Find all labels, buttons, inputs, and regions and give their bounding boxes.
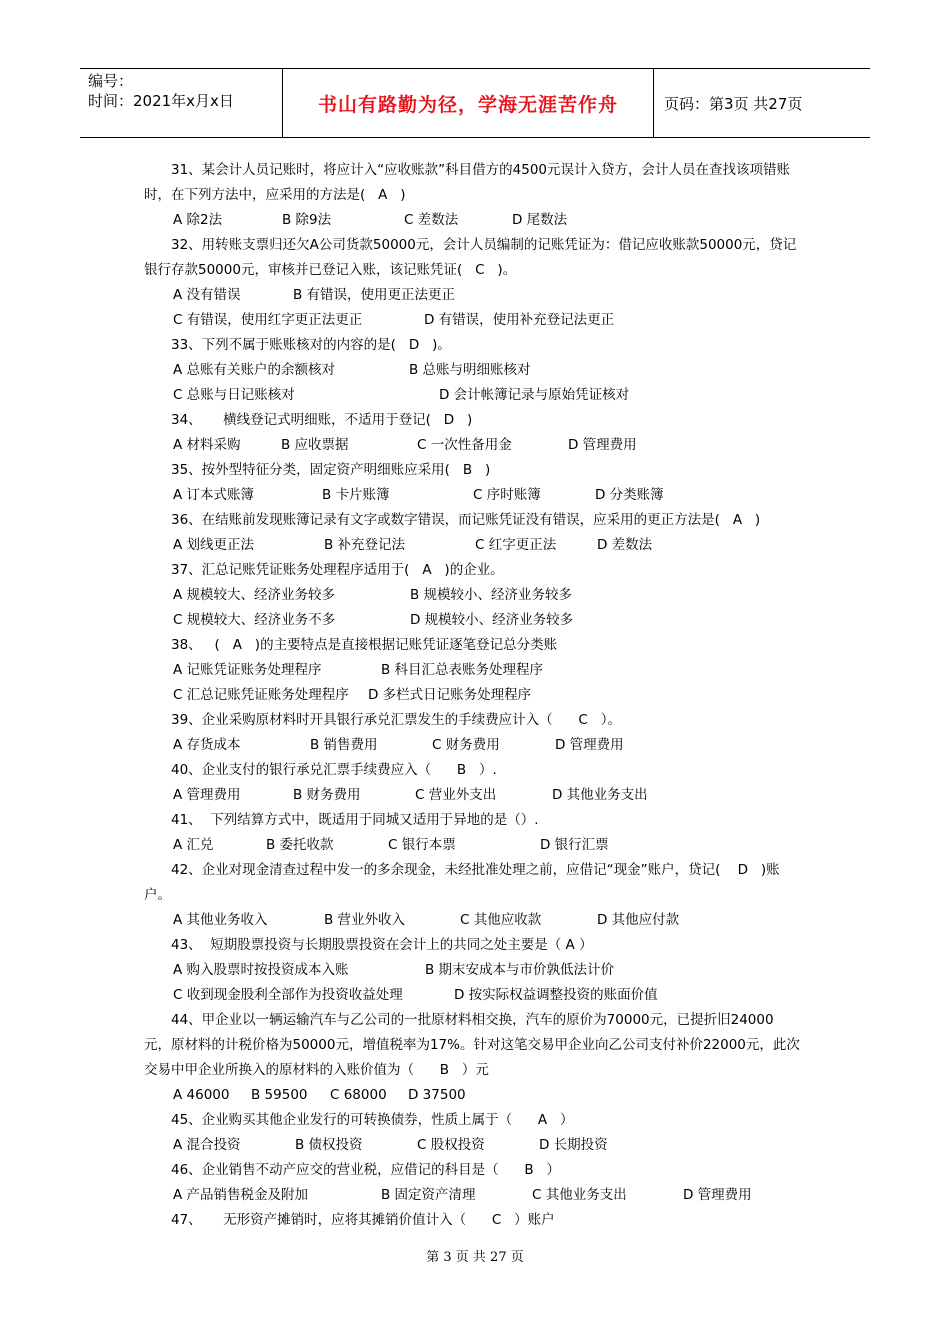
- question-text: 47、 无形资产摊销时，应将其摊销价值计入（ C ）账户: [144, 1212, 555, 1228]
- question-text: 42、企业对现金清查过程中发一的多余现金，未经批准处理之前，应借记“现金”账户，贷记( D )账户。: [144, 862, 780, 903]
- option-row: [144, 208, 800, 233]
- answer-option: C 营业外支出: [415, 787, 497, 803]
- question-text: 44、甲企业以一辆运输汽车与乙公司的一批原材料相交换，汽车的原价为70000元，已提折旧24000元，原材料的计税价格为50000元，增值税率为17%。针对这笔交易甲企业向乙公司支付补价22000元，此次交易中甲企业所换入的原材料的入账价值为（ B ）元: [144, 1012, 800, 1078]
- option-row: [144, 783, 800, 808]
- option-row: [144, 983, 800, 1008]
- document-number-label: 编号：: [88, 72, 134, 90]
- option-row: [144, 683, 800, 708]
- question-text: 38、 ( A )的主要特点是直接根据记账凭证逐笔登记总分类账: [144, 637, 558, 653]
- answer-option: A 混合投资: [173, 1137, 241, 1153]
- answer-option: D 多栏式日记账务处理程序: [368, 687, 532, 703]
- option-row: [144, 433, 800, 458]
- question-text: 41、 下列结算方式中，既适用于同城又适用于异地的是（）.: [144, 812, 539, 828]
- question-text: 32、用转账支票归还欠A公司货款50000元，会计人员编制的记账凭证为：借记应收账款50000元，贷记银行存款50000元，审核并已登记入账，该记账凭证( C )。: [144, 237, 797, 278]
- answer-option: A 管理费用: [173, 787, 241, 803]
- page-footer: 第 3 页 共 27 页: [426, 1250, 524, 1265]
- answer-option: B 营业外收入: [324, 912, 406, 928]
- answer-option: C 总账与日记账核对: [173, 387, 295, 403]
- option-row: [144, 658, 800, 683]
- answer-option: D 分类账簿: [595, 487, 664, 503]
- answer-option: C 68000: [330, 1087, 387, 1103]
- answer-option: D 37500: [408, 1087, 466, 1103]
- option-row: [144, 733, 800, 758]
- answer-option: C 序时账簿: [473, 487, 541, 503]
- question-text: 43、 短期股票投资与长期股票投资在会计上的共同之处主要是（ A ）: [144, 937, 593, 953]
- answer-option: B 规模较小、经济业务较多: [410, 587, 573, 603]
- document-time: 时间：2021年x月x日: [88, 92, 234, 110]
- answer-option: B 59500: [251, 1087, 308, 1103]
- option-row: [144, 608, 800, 633]
- answer-option: D 其他应付款: [597, 912, 680, 928]
- option-row: [144, 1083, 800, 1108]
- option-row: [144, 358, 800, 383]
- answer-option: B 总账与明细账核对: [409, 362, 531, 378]
- option-row: [144, 383, 800, 408]
- answer-option: B 补充登记法: [324, 537, 406, 553]
- header-page-info: 页码：第3页 共27页: [664, 94, 803, 113]
- option-row: [144, 958, 800, 983]
- answer-option: B 期末安成本与市价孰低法计价: [425, 962, 615, 978]
- option-row: [144, 1183, 800, 1208]
- option-row: [144, 908, 800, 933]
- answer-option: A 46000: [173, 1087, 230, 1103]
- answer-option: A 汇兑: [173, 837, 214, 853]
- question-text: 35、按外型特征分类，固定资产明细账应采用( B ): [144, 462, 491, 478]
- question-text: 46、企业销售不动产应交的营业税，应借记的科目是（ B ）: [144, 1162, 561, 1178]
- answer-option: C 红字更正法: [475, 537, 557, 553]
- answer-option: D 长期投资: [539, 1137, 608, 1153]
- answer-option: B 卡片账簿: [322, 487, 390, 503]
- answer-option: D 管理费用: [568, 437, 637, 453]
- page-header: [80, 68, 870, 138]
- header-meta: [80, 69, 282, 137]
- answer-option: A 购入股票时按投资成本入账: [173, 962, 349, 978]
- question-list: [144, 158, 800, 1233]
- answer-option: D 差数法: [597, 537, 653, 553]
- answer-option: A 其他业务收入: [173, 912, 268, 928]
- answer-option: C 财务费用: [432, 737, 500, 753]
- answer-option: A 规模较大、经济业务较多: [173, 587, 336, 603]
- question-text: 36、在结账前发现账簿记录有文字或数字错误，而记账凭证没有错误，应采用的更正方法是( A ): [144, 512, 761, 528]
- answer-option: C 收到现金股利全部作为投资收益处理: [173, 987, 403, 1003]
- answer-option: C 有错误，使用红字更正法更正: [173, 312, 363, 328]
- answer-option: D 尾数法: [512, 212, 568, 228]
- answer-option: D 管理费用: [555, 737, 624, 753]
- question-text: 33、下列不属于账账核对的内容的是( D )。: [144, 337, 451, 353]
- answer-option: B 财务费用: [293, 787, 361, 803]
- question-text: 45、企业购买其他企业发行的可转换债券，性质上属于（ A ）: [144, 1112, 574, 1128]
- answer-option: B 债权投资: [295, 1137, 363, 1153]
- answer-option: A 没有错误: [173, 287, 241, 303]
- answer-option: A 订本式账簿: [173, 487, 255, 503]
- option-row: [144, 833, 800, 858]
- answer-option: A 材料采购: [173, 437, 241, 453]
- answer-option: A 除2法: [173, 212, 223, 228]
- answer-option: C 汇总记账凭证账务处理程序: [173, 687, 349, 703]
- answer-option: A 产品销售税金及附加: [173, 1187, 309, 1203]
- option-row: [144, 283, 800, 308]
- answer-option: B 固定资产清理: [381, 1187, 476, 1203]
- answer-option: B 委托收款: [266, 837, 334, 853]
- answer-option: B 科目汇总表账务处理程序: [381, 662, 544, 678]
- option-row: [144, 308, 800, 333]
- answer-option: D 有错误，使用补充登记法更正: [424, 312, 615, 328]
- answer-option: A 存货成本: [173, 737, 241, 753]
- question-text: 40、企业支付的银行承兑汇票手续费应入（ B ）.: [144, 762, 497, 778]
- answer-option: D 会计帐簿记录与原始凭证核对: [439, 387, 630, 403]
- answer-option: C 其他应收款: [460, 912, 542, 928]
- question-text: 37、汇总记账凭证账务处理程序适用于( A )的企业。: [144, 562, 504, 578]
- answer-option: C 其他业务支出: [532, 1187, 627, 1203]
- answer-option: B 销售费用: [310, 737, 378, 753]
- answer-option: A 总账有关账户的余额核对: [173, 362, 336, 378]
- answer-option: C 差数法: [404, 212, 459, 228]
- answer-option: B 应收票据: [281, 437, 349, 453]
- answer-option: C 银行本票: [388, 837, 456, 853]
- answer-option: C 股权投资: [417, 1137, 485, 1153]
- option-row: [144, 533, 800, 558]
- question-text: 31、某会计人员记账时，将应计入“应收账款”科目借方的4500元误计入贷方，会计人员在查找该项错账时，在下列方法中，应采用的方法是( A ): [144, 162, 791, 203]
- question-text: 34、 横线登记式明细账，不适用于登记( D ): [144, 412, 473, 428]
- answer-option: C 规模较大、经济业务不多: [173, 612, 336, 628]
- answer-option: D 管理费用: [683, 1187, 752, 1203]
- answer-option: D 规模较小、经济业务较多: [410, 612, 574, 628]
- option-row: [144, 1133, 800, 1158]
- answer-option: A 记账凭证账务处理程序: [173, 662, 322, 678]
- answer-option: C 一次性备用金: [417, 437, 512, 453]
- header-motto: 书山有路勤为径，学海无涯苦作舟: [282, 69, 654, 137]
- question-text: 39、企业采购原材料时开具银行承兑汇票发生的手续费应计入（ C ）。: [144, 712, 621, 728]
- answer-option: B 除9法: [282, 212, 332, 228]
- answer-option: D 银行汇票: [540, 837, 609, 853]
- option-row: [144, 583, 800, 608]
- answer-option: D 按实际权益调整投资的账面价值: [454, 987, 658, 1003]
- answer-option: A 划线更正法: [173, 537, 255, 553]
- answer-option: B 有错误，使用更正法更正: [293, 287, 456, 303]
- answer-option: D 其他业务支出: [552, 787, 648, 803]
- option-row: [144, 483, 800, 508]
